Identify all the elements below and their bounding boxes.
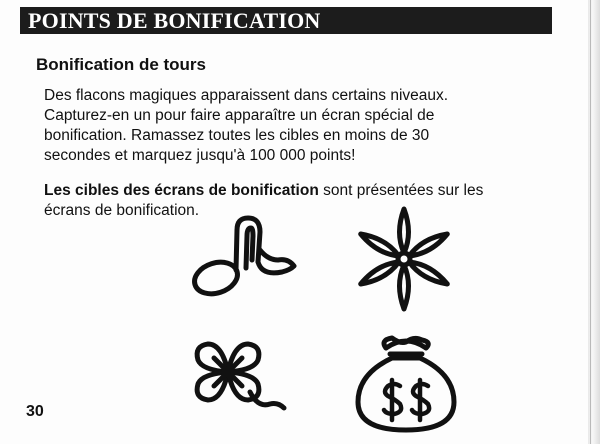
intro-paragraph: [44, 86, 564, 166]
paragraph-line: Capturez-en un pour faire apparaître un écran spécial de: [44, 107, 435, 124]
paragraph-line: bonification. Ramassez toutes les cibles en moins de 30: [44, 127, 430, 144]
paragraph-line: écrans de bonification.: [44, 202, 200, 219]
paragraph-line: Des flacons magiques apparaissent dans certains niveaux.: [44, 87, 449, 104]
music-note-icon: [190, 210, 302, 302]
targets-paragraph: [44, 181, 564, 221]
page-fold-line: [590, 0, 591, 444]
section-title: Bonification de tours: [36, 55, 206, 74]
paragraph-line: sont présentées sur les: [318, 182, 484, 199]
page-title: POINTS DE BONIFICATION: [28, 8, 321, 33]
page-number: 30: [26, 403, 44, 420]
targets-bold-lead: Les cibles des écrans de bonification: [44, 182, 319, 199]
header-bar: [20, 7, 552, 34]
flower-icon: [354, 204, 454, 316]
clover-icon: [184, 330, 290, 420]
money-bag-icon: [350, 330, 462, 438]
paragraph-line: secondes et marquez jusqu'à 100 000 points!: [44, 147, 356, 164]
